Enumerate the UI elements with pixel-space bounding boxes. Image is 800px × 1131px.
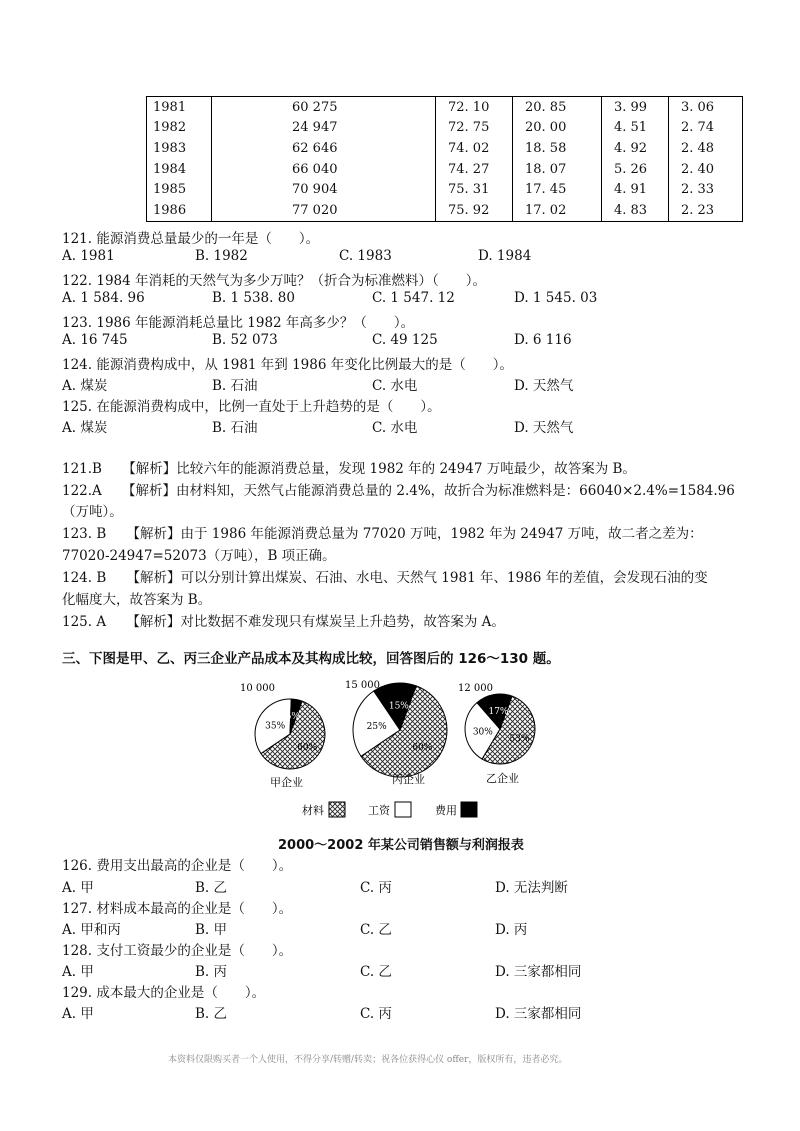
table-row <box>147 200 743 221</box>
legend-fees-swatch <box>461 802 477 817</box>
answer-123-cont: 77020-24947=52073（万吨），B 项正确。 <box>62 548 336 564</box>
q127-option-d: D. 丙 <box>495 922 528 938</box>
table-cell: 2. 48 <box>669 138 743 159</box>
q126-option-c: C. 丙 <box>360 880 392 896</box>
table-row <box>147 179 743 200</box>
table-cell: 1982 <box>147 118 212 139</box>
q123-option-a: A. 16 745 <box>62 332 128 348</box>
q129-option-b: B. 乙 <box>195 1006 228 1022</box>
pie-charts <box>230 674 560 824</box>
q124-option-b: B. 石油 <box>212 378 258 394</box>
q126-option-d: D. 无法判断 <box>495 880 568 896</box>
q124-stem: 124. 能源消费构成中，从 1981 年到 1986 年变化比例最大的是（ ）。 <box>62 357 513 373</box>
table-cell: 3. 99 <box>602 97 669 118</box>
answer-122-cont: （万吨）。 <box>62 504 123 520</box>
q127-stem: 127. 材料成本最高的企业是（ ）。 <box>62 901 293 917</box>
total-jia: 10 000 <box>240 683 275 694</box>
q129-option-d: D. 三家都相同 <box>495 1006 582 1022</box>
table-cell: 70 904 <box>212 179 436 200</box>
label-yi: 乙企业 <box>486 772 519 785</box>
pie-label-jia-0: 60% <box>297 742 318 753</box>
table-title: 2000～2002 年某公司销售额与利润报表 <box>278 838 524 853</box>
legend-wages-swatch <box>395 802 411 817</box>
q125-option-a: A. 煤炭 <box>62 420 108 436</box>
section-3-heading: 三、下图是甲、乙、丙三企业产品成本及其构成比较，回答图后的 126～130 题。 <box>62 651 560 667</box>
q128-stem: 128. 支付工资最少的企业是（ ）。 <box>62 943 293 959</box>
pie-label-yi-0: 53% <box>509 734 530 745</box>
label-bing: 丙企业 <box>392 773 425 786</box>
table-cell: 2. 23 <box>669 200 743 221</box>
table-row <box>147 97 743 118</box>
pie-label-jia-1: 35% <box>265 721 286 732</box>
table-cell: 1981 <box>147 97 212 118</box>
pie-label-bing-1: 25% <box>366 722 387 733</box>
q127-option-b: B. 甲 <box>195 922 228 938</box>
q128-option-c: C. 乙 <box>360 964 392 980</box>
legend-fees-label: 费用 <box>435 804 457 817</box>
q122-stem: 122. 1984 年消耗的天然气为多少万吨？（折合为标准燃料）（ ）。 <box>62 273 486 289</box>
q127-option-a: A. 甲和丙 <box>62 922 121 938</box>
q124-option-d: D. 天然气 <box>514 378 574 394</box>
table-cell: 72. 10 <box>436 97 513 118</box>
table-cell: 66 040 <box>212 159 436 180</box>
q124-option-c: C. 水电 <box>372 378 418 394</box>
q124-option-a: A. 煤炭 <box>62 378 108 394</box>
q129-option-a: A. 甲 <box>62 1006 94 1022</box>
table-cell: 3. 06 <box>669 97 743 118</box>
pie-label-yi-2: 17% <box>488 707 509 718</box>
q121-stem: 121. 能源消费总量最少的一年是（ ）。 <box>62 231 320 247</box>
legend-materials-label: 材料 <box>302 804 324 817</box>
total-yi: 12 000 <box>458 683 493 694</box>
label-jia: 甲企业 <box>270 776 303 789</box>
pie-label-bing-2: 15% <box>388 701 409 712</box>
q125-option-d: D. 天然气 <box>514 420 574 436</box>
table-cell: 17. 45 <box>513 179 602 200</box>
q127-option-c: C. 乙 <box>360 922 392 938</box>
table-cell: 62 646 <box>212 138 436 159</box>
table-row <box>147 159 743 180</box>
q128-option-d: D. 三家都相同 <box>495 964 582 980</box>
table-cell: 17. 02 <box>513 200 602 221</box>
table-cell: 20. 00 <box>513 118 602 139</box>
table-cell: 74. 27 <box>436 159 513 180</box>
q123-option-c: C. 49 125 <box>372 332 438 348</box>
q125-stem: 125. 在能源消费构成中，比例一直处于上升趋势的是（ ）。 <box>62 399 441 415</box>
pie-label-bing-0: 60% <box>412 742 433 753</box>
table-cell: 2. 74 <box>669 118 743 139</box>
q125-option-b: B. 石油 <box>212 420 258 436</box>
q129-option-c: C. 丙 <box>360 1006 392 1022</box>
q121-option-c: C. 1983 <box>339 248 392 264</box>
legend-materials-swatch <box>329 802 345 817</box>
energy-table <box>146 96 743 222</box>
table-cell: 20. 85 <box>513 97 602 118</box>
q123-stem: 123. 1986 年能源消耗总量比 1982 年高多少？（ ）。 <box>62 315 415 331</box>
q123-option-d: D. 6 116 <box>514 332 572 348</box>
legend-wages-label: 工资 <box>368 804 390 817</box>
table-cell: 72. 75 <box>436 118 513 139</box>
table-cell: 2. 33 <box>669 179 743 200</box>
table-row <box>147 118 743 139</box>
table-cell: 4. 83 <box>602 200 669 221</box>
table-cell: 4. 51 <box>602 118 669 139</box>
q122-option-b: B. 1 538. 80 <box>212 290 295 306</box>
q126-option-a: A. 甲 <box>62 880 94 896</box>
answer-122: 122.A 【解析】由材料知，天然气占能源消费总量的 2.4%，故折合为标准燃料是：66040×2.4%=1584.96 <box>62 483 735 499</box>
table-cell: 5. 26 <box>602 159 669 180</box>
q122-option-a: A. 1 584. 96 <box>62 290 145 306</box>
table-cell: 18. 07 <box>513 159 602 180</box>
table-cell: 75. 31 <box>436 179 513 200</box>
answer-124-cont: 化幅度大，故答案为 B。 <box>62 592 212 608</box>
q123-option-b: B. 52 073 <box>212 332 278 348</box>
answer-121: 121.B 【解析】比较六年的能源消费总量，发现 1982 年的 24947 万吨最少，故答案为 B。 <box>62 461 636 477</box>
table-cell: 1984 <box>147 159 212 180</box>
q125-option-c: C. 水电 <box>372 420 418 436</box>
q126-stem: 126. 费用支出最高的企业是（ ）。 <box>62 858 293 874</box>
table-cell: 74. 02 <box>436 138 513 159</box>
table-cell: 60 275 <box>212 97 436 118</box>
q122-option-c: C. 1 547. 12 <box>372 290 455 306</box>
table-cell: 4. 91 <box>602 179 669 200</box>
q122-option-d: D. 1 545. 03 <box>514 290 598 306</box>
footer-notice: 本资料仅限购买者一个人使用，不得分享/转赠/转卖；祝各位获得心仪 offer，版权所有，违者必究。 <box>168 1055 568 1065</box>
pie-label-yi-1: 30% <box>472 727 493 738</box>
q128-option-b: B. 丙 <box>195 964 228 980</box>
table-row <box>147 138 743 159</box>
table-cell: 2. 40 <box>669 159 743 180</box>
table-cell: 75. 92 <box>436 200 513 221</box>
total-bing: 15 000 <box>345 680 380 691</box>
q128-option-a: A. 甲 <box>62 964 94 980</box>
answer-125: 125. A 【解析】对比数据不难发现只有煤炭呈上升趋势，故答案为 A。 <box>62 614 505 630</box>
table-cell: 18. 58 <box>513 138 602 159</box>
table-cell: 77 020 <box>212 200 436 221</box>
q129-stem: 129. 成本最大的企业是（ ）。 <box>62 985 266 1001</box>
q121-option-d: D. 1984 <box>478 248 532 264</box>
answer-124: 124. B 【解析】可以分别计算出煤炭、石油、水电、天然气 1981 年、1986 年的差值，会发现石油的变 <box>62 570 708 586</box>
table-cell: 4. 92 <box>602 138 669 159</box>
q121-option-a: A. 1981 <box>62 248 115 264</box>
table-cell: 1983 <box>147 138 212 159</box>
table-cell: 1986 <box>147 200 212 221</box>
q126-option-b: B. 乙 <box>195 880 228 896</box>
pie-label-jia-2: 5% <box>285 712 300 723</box>
answer-123: 123. B 【解析】由于 1986 年能源消费总量为 77020 万吨，1982 年为 24947 万吨，故二者之差为： <box>62 526 703 542</box>
table-cell: 1985 <box>147 179 212 200</box>
table-cell: 24 947 <box>212 118 436 139</box>
q121-option-b: B. 1982 <box>195 248 248 264</box>
